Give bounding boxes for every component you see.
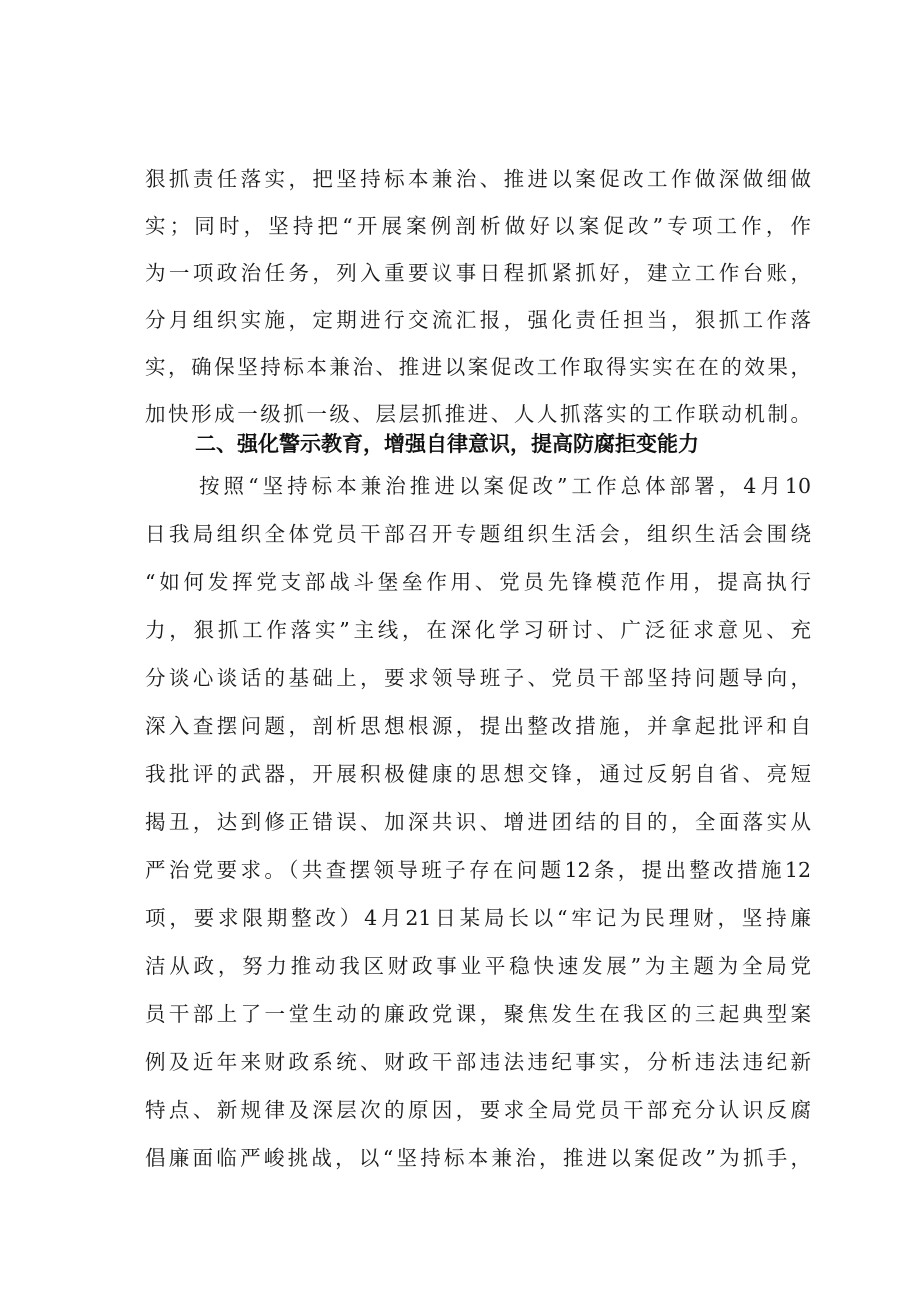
paragraph-line: 员干部上了一堂生动的廉政党课，聚焦发生在我区的三起典型案 [145, 1002, 811, 1026]
paragraph-line: 实，确保坚持标本兼治、推进以案促改工作取得实实在在的效果， [145, 355, 811, 379]
paragraph-line: 项，要求限期整改）4月21日某局长以“牢记为民理财，坚持廉 [145, 906, 811, 930]
section-heading: 二、强化警示教育，增强自律意识，提高防腐拒变能力 [195, 432, 699, 456]
paragraph-line: 按照“坚持标本兼治推进以案促改”工作总体部署，4月10 [199, 474, 811, 498]
paragraph-line: 深入查摆问题，剖析思想根源，提出整改措施，并拿起批评和自 [145, 714, 811, 738]
paragraph-line: 我批评的武器，开展积极健康的思想交锋，通过反躬自省、亮短 [145, 762, 811, 786]
paragraph-line: 实；同时，坚持把“开展案例剖析做好以案促改”专项工作，作 [145, 214, 811, 238]
paragraph-line: 揭丑，达到修正错误、加深共识、增进团结的目的，全面落实从 [145, 810, 811, 834]
paragraph-line: 为一项政治任务，列入重要议事日程抓紧抓好，建立工作台账， [145, 261, 811, 285]
paragraph-line: 加快形成一级抓一级、层层抓推进、人人抓落实的工作联动机制。 [145, 402, 811, 426]
paragraph-line: 倡廉面临严峻挑战，以“坚持标本兼治，推进以案促改”为抓手， [145, 1146, 811, 1170]
paragraph-line: 分谈心谈话的基础上，要求领导班子、党员干部坚持问题导向， [145, 666, 811, 690]
paragraph-line: 例及近年来财政系统、财政干部违法违纪事实，分析违法违纪新 [145, 1050, 811, 1074]
paragraph-line: 狠抓责任落实，把坚持标本兼治、推进以案促改工作做深做细做 [145, 167, 811, 191]
paragraph-line: “如何发挥党支部战斗堡垒作用、党员先锋模范作用，提高执行 [145, 570, 811, 594]
paragraph-line: 特点、新规律及深层次的原因，要求全局党员干部充分认识反腐 [145, 1098, 811, 1122]
paragraph-line: 分月组织实施，定期进行交流汇报，强化责任担当，狠抓工作落 [145, 308, 811, 332]
paragraph-line: 洁从政，努力推动我区财政事业平稳快速发展”为主题为全局党 [145, 954, 811, 978]
paragraph-line: 力，狠抓工作落实”主线，在深化学习研讨、广泛征求意见、充 [145, 618, 811, 642]
paragraph-line: 严治党要求。（共查摆领导班子存在问题12条，提出整改措施12 [145, 858, 811, 882]
paragraph-line: 日我局组织全体党员干部召开专题组织生活会，组织生活会围绕 [145, 522, 811, 546]
